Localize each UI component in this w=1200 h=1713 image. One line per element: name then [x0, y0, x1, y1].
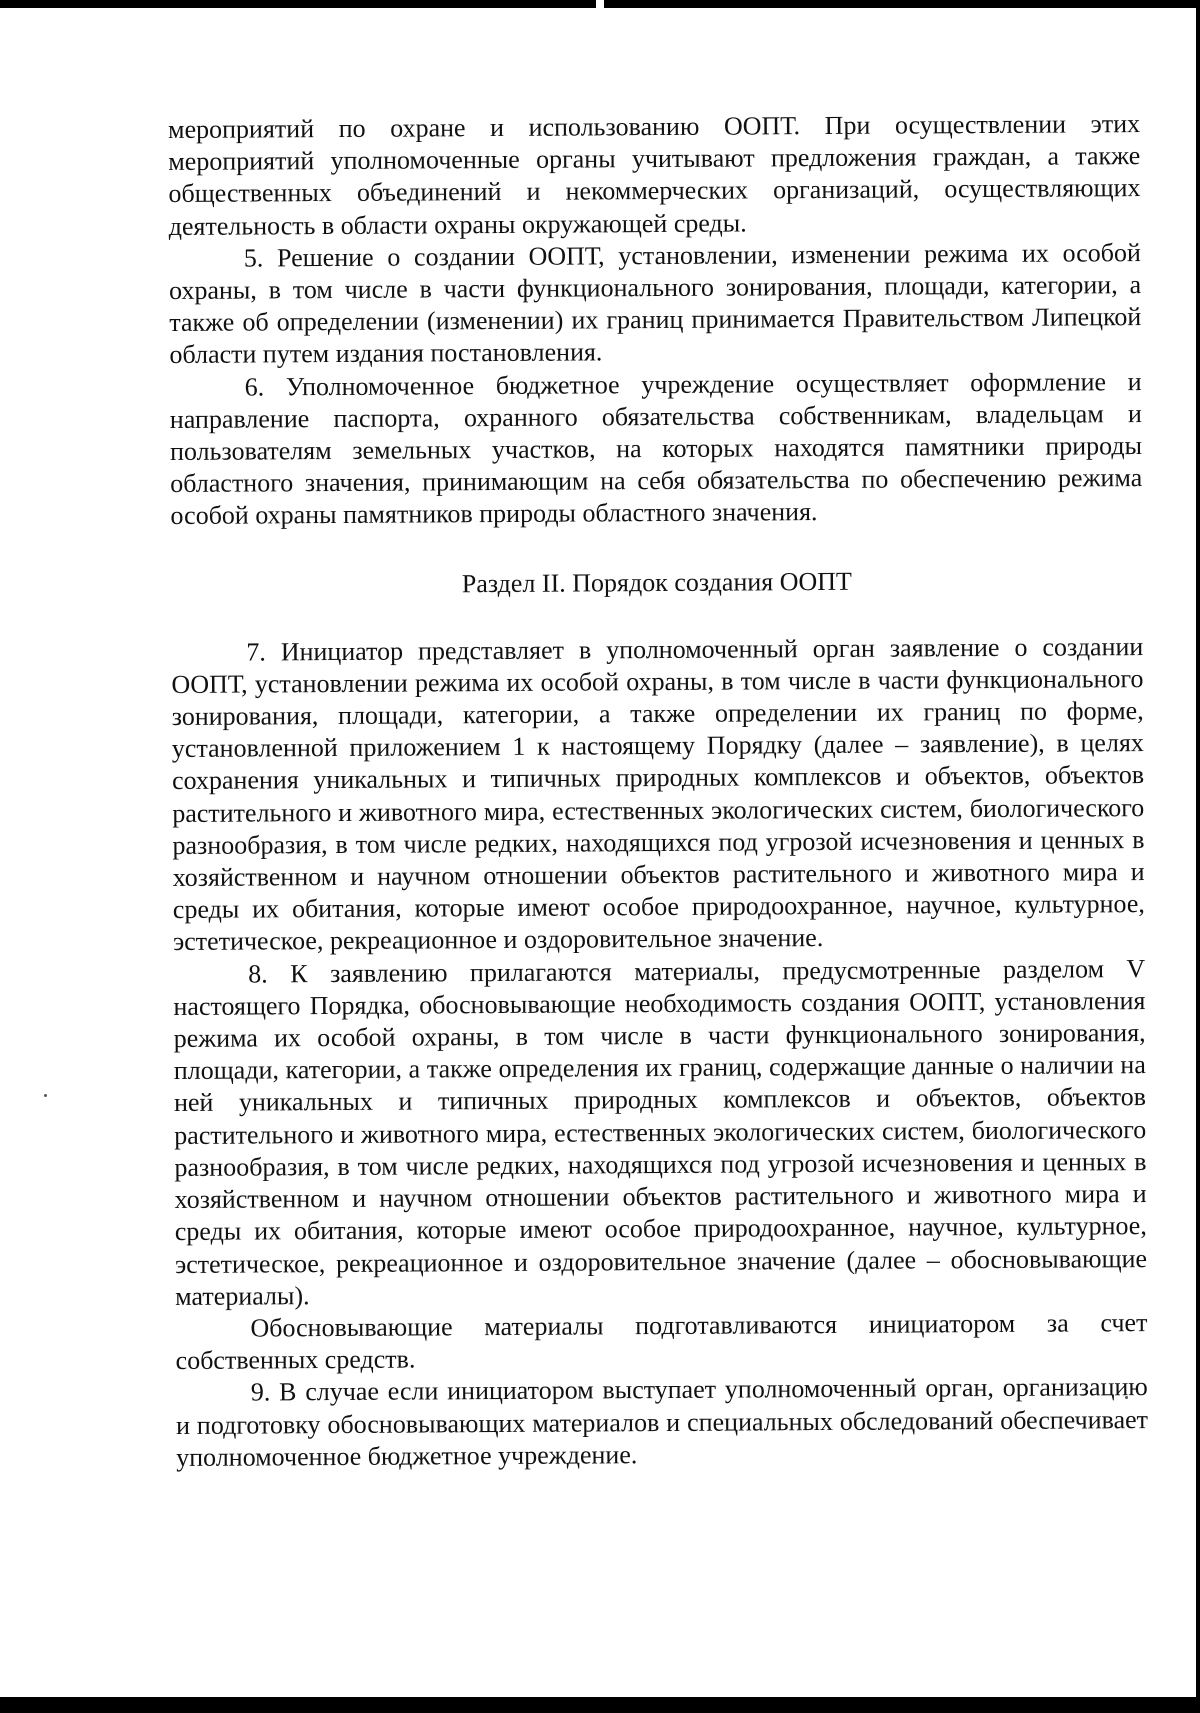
scan-speck — [44, 1094, 47, 1097]
paragraph-9: 9. В случае если инициатором выступает уполномоченный орган, организацию и подготовку обосновывающих материалов и специальных обследований обеспечивает уполномоченное бюджетное учреждение. — [175, 1372, 1149, 1472]
scan-edge-top — [0, 0, 1200, 8]
paragraph-8-continuation: Обосновывающие материалы подготавливаются инициатором за счет собственных средств. — [175, 1307, 1148, 1376]
paragraph-8: 8. К заявлению прилагаются материалы, предусмотренные разделом V настоящего Порядка, обосновывающие необходимость создания ООПТ, установления режима их особой охраны, в том числе в части функционального зонирования, площади, категории, а также определения их границ, содержащие данные о наличии на ней уникальных и типичных природных комплексов и объектов, объектов растительного и животного мира, естественных экологических систем, биологического разнообразия, в том числе редких, находящихся под угрозой исчезновения и ценных в хозяйственном и научном отношении объектов растительного и животного мира и среды их обитания, которые имеют особое природоохранное, научное, культурное, эстетическое, рекреационное и оздоровительное значение (далее – обосновывающие материалы). — [173, 953, 1148, 1311]
paragraph-7: 7. Инициатор представляет в уполномоченный орган заявление о создании ООПТ, установлении режима их особой охраны, в том числе в части функционального зонирования, площади, категории, а также определении их границ по форме, установленной приложением 1 к настоящему Порядку (далее – заявление), в целях сохранения уникальных и типичных природных комплексов и объектов, объектов растительного и животного мира, естественных экологических систем, биологического разнообразия, в том числе редких, находящихся под угрозой исчезновения и ценных в хозяйственном и научном отношении объектов растительного и животного мира и среды их обитания, которые имеют особое природоохранное, научное, культурное, эстетическое, рекреационное и оздоровительное значение. — [171, 631, 1145, 957]
paragraph-continuation: мероприятий по охране и использованию ООПТ. При осуществлении этих мероприятий уполномоченные органы учитывают предложения граждан, а также общественных объединений и некоммерческих организаций, осуществляющих деятельность в области охраны окружающей среды. — [168, 109, 1141, 241]
section-heading: Раздел II. Порядок создания ООПТ — [461, 566, 852, 598]
paragraph-5: 5. Решение о создании ООПТ, установлении, изменении режима их особой охраны, в том числе в части функционального зонирования, площади, категории, а также об определении (изменении) их границ принимается Правительством Липецкой области путем издания постановления. — [168, 237, 1142, 370]
scan-edge-bottom — [0, 1697, 1200, 1713]
document-page — [168, 108, 1148, 1474]
scan-edge-gap — [596, 0, 604, 8]
paragraph-6: 6. Уполномоченное бюджетное учреждение осуществляет оформление и направление паспорта, охранного обязательства собственникам, владельцам и пользователям земельных участков, на которых находятся памятники природы областного значения, принимающим на себя обязательства по обеспечению режима особой охраны памятников природы областного значения. — [169, 366, 1143, 531]
scan-edge-right — [1196, 0, 1200, 1713]
